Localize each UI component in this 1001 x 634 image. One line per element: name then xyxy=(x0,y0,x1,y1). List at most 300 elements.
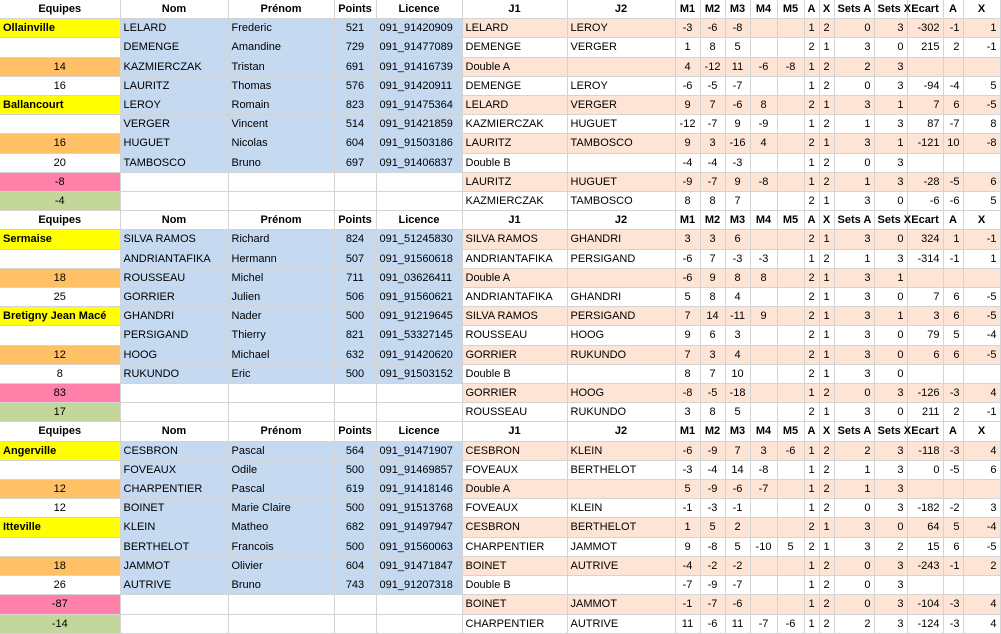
set-score-m2[interactable]: 8 xyxy=(700,38,725,57)
sets-x[interactable]: 0 xyxy=(874,518,907,537)
points-a[interactable]: 2 xyxy=(804,288,819,307)
player-prenom[interactable]: Pascal xyxy=(228,480,334,499)
player-prenom[interactable]: Michel xyxy=(228,268,334,287)
sets-x[interactable]: 0 xyxy=(874,403,907,422)
set-score-m3[interactable]: 9 xyxy=(725,115,750,134)
ecart-a[interactable]: 6 xyxy=(943,345,963,364)
team-cell[interactable]: 12 xyxy=(0,499,120,518)
team-cell[interactable]: 16 xyxy=(0,76,120,95)
points-x[interactable]: 2 xyxy=(819,460,834,479)
ecart-a[interactable]: 5 xyxy=(943,326,963,345)
ecart-x[interactable]: -1 xyxy=(963,230,1000,249)
set-score-m3[interactable]: 2 xyxy=(725,518,750,537)
team-cell[interactable] xyxy=(0,115,120,134)
team-cell[interactable]: 8 xyxy=(0,364,120,383)
ecart[interactable]: 64 xyxy=(907,518,943,537)
ecart-a[interactable]: 6 xyxy=(943,96,963,115)
player-points[interactable] xyxy=(334,172,376,191)
team-cell[interactable] xyxy=(0,460,120,479)
ecart-a[interactable] xyxy=(943,576,963,595)
set-score-m1[interactable]: -4 xyxy=(675,556,700,575)
set-score-m3[interactable]: -1 xyxy=(725,499,750,518)
ecart-x[interactable]: -5 xyxy=(963,537,1000,556)
set-score-m5[interactable] xyxy=(777,556,804,575)
player-licence[interactable]: 091_91560063 xyxy=(376,537,462,556)
player-prenom[interactable] xyxy=(228,595,334,614)
match-j1[interactable]: Double A xyxy=(462,57,567,76)
team-cell[interactable]: 16 xyxy=(0,134,120,153)
points-x[interactable]: 2 xyxy=(819,441,834,460)
match-j1[interactable]: DEMENGE xyxy=(462,38,567,57)
player-nom[interactable]: KLEIN xyxy=(120,518,228,537)
match-j1[interactable]: DEMENGE xyxy=(462,76,567,95)
team-cell[interactable]: 18 xyxy=(0,556,120,575)
player-nom[interactable]: BOINET xyxy=(120,499,228,518)
player-prenom[interactable]: Matheo xyxy=(228,518,334,537)
set-score-m4[interactable]: 9 xyxy=(750,307,777,326)
sets-a[interactable]: 1 xyxy=(834,460,874,479)
sets-x[interactable]: 0 xyxy=(874,364,907,383)
match-j2[interactable]: KLEIN xyxy=(567,441,675,460)
player-prenom[interactable] xyxy=(228,384,334,403)
match-j2[interactable]: VERGER xyxy=(567,96,675,115)
sets-a[interactable]: 3 xyxy=(834,537,874,556)
set-score-m1[interactable]: 5 xyxy=(675,288,700,307)
player-points[interactable]: 604 xyxy=(334,134,376,153)
set-score-m2[interactable]: -9 xyxy=(700,480,725,499)
sets-a[interactable]: 3 xyxy=(834,38,874,57)
ecart-a[interactable]: -5 xyxy=(943,172,963,191)
set-score-m4[interactable]: -8 xyxy=(750,460,777,479)
points-x[interactable]: 1 xyxy=(819,307,834,326)
ecart[interactable]: -124 xyxy=(907,614,943,633)
sets-a[interactable]: 0 xyxy=(834,19,874,38)
set-score-m1[interactable]: 8 xyxy=(675,364,700,383)
team-cell[interactable]: 20 xyxy=(0,153,120,172)
set-score-m1[interactable]: -6 xyxy=(675,249,700,268)
set-score-m5[interactable] xyxy=(777,192,804,211)
points-a[interactable]: 1 xyxy=(804,556,819,575)
sets-x[interactable]: 3 xyxy=(874,614,907,633)
player-prenom[interactable]: Romain xyxy=(228,96,334,115)
ecart-a[interactable]: -3 xyxy=(943,441,963,460)
set-score-m2[interactable]: -7 xyxy=(700,172,725,191)
ecart[interactable]: 87 xyxy=(907,115,943,134)
set-score-m1[interactable]: 7 xyxy=(675,345,700,364)
player-prenom[interactable] xyxy=(228,614,334,633)
player-points[interactable]: 506 xyxy=(334,288,376,307)
set-score-m3[interactable]: -3 xyxy=(725,153,750,172)
ecart[interactable]: -94 xyxy=(907,76,943,95)
player-points[interactable] xyxy=(334,192,376,211)
ecart-a[interactable]: 10 xyxy=(943,134,963,153)
match-j1[interactable]: LELARD xyxy=(462,19,567,38)
set-score-m3[interactable]: 5 xyxy=(725,537,750,556)
match-j2[interactable]: RUKUNDO xyxy=(567,403,675,422)
points-x[interactable]: 2 xyxy=(819,384,834,403)
sets-a[interactable]: 1 xyxy=(834,249,874,268)
ecart[interactable]: 15 xyxy=(907,537,943,556)
set-score-m2[interactable]: -6 xyxy=(700,614,725,633)
player-licence[interactable]: 091_91416739 xyxy=(376,57,462,76)
match-j2[interactable]: KLEIN xyxy=(567,499,675,518)
ecart[interactable]: -302 xyxy=(907,19,943,38)
ecart[interactable]: -6 xyxy=(907,192,943,211)
set-score-m5[interactable] xyxy=(777,172,804,191)
set-score-m1[interactable]: 9 xyxy=(675,537,700,556)
points-a[interactable]: 1 xyxy=(804,249,819,268)
set-score-m2[interactable]: -3 xyxy=(700,499,725,518)
match-j2[interactable]: HUGUET xyxy=(567,115,675,134)
player-licence[interactable]: 091_91469857 xyxy=(376,460,462,479)
match-j2[interactable]: HOOG xyxy=(567,384,675,403)
set-score-m4[interactable] xyxy=(750,76,777,95)
player-points[interactable]: 500 xyxy=(334,499,376,518)
set-score-m5[interactable] xyxy=(777,307,804,326)
team-cell[interactable]: 25 xyxy=(0,288,120,307)
match-j2[interactable]: BERTHELOT xyxy=(567,518,675,537)
player-points[interactable]: 632 xyxy=(334,345,376,364)
player-prenom[interactable]: Odile xyxy=(228,460,334,479)
team-cell[interactable]: 12 xyxy=(0,480,120,499)
match-j2[interactable] xyxy=(567,576,675,595)
set-score-m3[interactable]: -16 xyxy=(725,134,750,153)
points-a[interactable]: 1 xyxy=(804,480,819,499)
set-score-m5[interactable] xyxy=(777,19,804,38)
player-licence[interactable]: 091_91503152 xyxy=(376,364,462,383)
set-score-m4[interactable]: -7 xyxy=(750,614,777,633)
set-score-m1[interactable]: 5 xyxy=(675,480,700,499)
set-score-m4[interactable] xyxy=(750,288,777,307)
ecart-a[interactable]: -1 xyxy=(943,19,963,38)
player-prenom[interactable]: Francois xyxy=(228,537,334,556)
set-score-m2[interactable]: 9 xyxy=(700,268,725,287)
set-score-m4[interactable]: -10 xyxy=(750,537,777,556)
sets-a[interactable]: 0 xyxy=(834,384,874,403)
match-j1[interactable]: Double A xyxy=(462,480,567,499)
sets-a[interactable]: 3 xyxy=(834,403,874,422)
set-score-m3[interactable]: 11 xyxy=(725,614,750,633)
ecart-a[interactable]: -3 xyxy=(943,384,963,403)
points-a[interactable]: 2 xyxy=(804,364,819,383)
match-j2[interactable]: JAMMOT xyxy=(567,595,675,614)
set-score-m3[interactable]: -6 xyxy=(725,96,750,115)
sets-a[interactable]: 0 xyxy=(834,595,874,614)
player-licence[interactable] xyxy=(376,614,462,633)
set-score-m5[interactable] xyxy=(777,249,804,268)
ecart-x[interactable]: 1 xyxy=(963,19,1000,38)
set-score-m4[interactable]: 3 xyxy=(750,441,777,460)
set-score-m2[interactable]: -5 xyxy=(700,384,725,403)
set-score-m1[interactable]: -6 xyxy=(675,441,700,460)
sets-a[interactable]: 2 xyxy=(834,614,874,633)
player-licence[interactable]: 091_91471847 xyxy=(376,556,462,575)
points-x[interactable]: 1 xyxy=(819,230,834,249)
set-score-m3[interactable]: -11 xyxy=(725,307,750,326)
set-score-m3[interactable]: 8 xyxy=(725,268,750,287)
ecart[interactable]: 6 xyxy=(907,345,943,364)
points-a[interactable]: 1 xyxy=(804,576,819,595)
set-score-m1[interactable]: -8 xyxy=(675,384,700,403)
sets-x[interactable]: 3 xyxy=(874,76,907,95)
set-score-m1[interactable]: 3 xyxy=(675,403,700,422)
set-score-m1[interactable]: 3 xyxy=(675,230,700,249)
player-prenom[interactable]: Bruno xyxy=(228,153,334,172)
set-score-m4[interactable]: 4 xyxy=(750,134,777,153)
set-score-m4[interactable] xyxy=(750,192,777,211)
player-licence[interactable] xyxy=(376,403,462,422)
sets-x[interactable]: 3 xyxy=(874,441,907,460)
ecart-x[interactable] xyxy=(963,576,1000,595)
player-points[interactable]: 691 xyxy=(334,57,376,76)
sets-x[interactable]: 1 xyxy=(874,134,907,153)
match-j1[interactable]: Double B xyxy=(462,364,567,383)
sets-a[interactable]: 0 xyxy=(834,76,874,95)
set-score-m3[interactable]: -6 xyxy=(725,595,750,614)
player-licence[interactable]: 091_91503186 xyxy=(376,134,462,153)
points-a[interactable]: 2 xyxy=(804,268,819,287)
ecart[interactable]: -121 xyxy=(907,134,943,153)
set-score-m5[interactable] xyxy=(777,96,804,115)
ecart-a[interactable]: -1 xyxy=(943,249,963,268)
match-j1[interactable]: ANDRIANTAFIKA xyxy=(462,288,567,307)
player-nom[interactable]: HUGUET xyxy=(120,134,228,153)
set-score-m4[interactable] xyxy=(750,518,777,537)
player-nom[interactable]: LAURITZ xyxy=(120,76,228,95)
set-score-m4[interactable] xyxy=(750,595,777,614)
player-points[interactable]: 824 xyxy=(334,230,376,249)
sets-a[interactable]: 0 xyxy=(834,153,874,172)
player-prenom[interactable]: Olivier xyxy=(228,556,334,575)
sets-x[interactable]: 3 xyxy=(874,460,907,479)
set-score-m2[interactable]: 7 xyxy=(700,249,725,268)
team-cell[interactable]: 26 xyxy=(0,576,120,595)
set-score-m5[interactable] xyxy=(777,153,804,172)
team-cell[interactable] xyxy=(0,326,120,345)
player-points[interactable]: 604 xyxy=(334,556,376,575)
set-score-m5[interactable]: -6 xyxy=(777,441,804,460)
points-a[interactable]: 1 xyxy=(804,115,819,134)
player-prenom[interactable] xyxy=(228,192,334,211)
player-licence[interactable]: 091_91207318 xyxy=(376,576,462,595)
sets-x[interactable]: 3 xyxy=(874,576,907,595)
points-x[interactable]: 2 xyxy=(819,249,834,268)
player-points[interactable]: 507 xyxy=(334,249,376,268)
player-points[interactable]: 711 xyxy=(334,268,376,287)
player-nom[interactable]: CESBRON xyxy=(120,441,228,460)
player-licence[interactable]: 091_51245830 xyxy=(376,230,462,249)
sets-x[interactable]: 0 xyxy=(874,326,907,345)
set-score-m2[interactable]: 7 xyxy=(700,96,725,115)
match-j1[interactable]: FOVEAUX xyxy=(462,460,567,479)
team-cell[interactable]: 83 xyxy=(0,384,120,403)
ecart-a[interactable]: 6 xyxy=(943,307,963,326)
sets-a[interactable]: 3 xyxy=(834,518,874,537)
set-score-m1[interactable]: 8 xyxy=(675,192,700,211)
match-j1[interactable]: ROUSSEAU xyxy=(462,403,567,422)
set-score-m2[interactable]: 8 xyxy=(700,403,725,422)
points-a[interactable]: 2 xyxy=(804,230,819,249)
sets-x[interactable]: 1 xyxy=(874,268,907,287)
ecart[interactable]: 7 xyxy=(907,96,943,115)
points-a[interactable]: 1 xyxy=(804,614,819,633)
team-cell[interactable]: Itteville xyxy=(0,518,120,537)
player-licence[interactable]: 091_91420909 xyxy=(376,19,462,38)
player-licence[interactable]: 091_91420620 xyxy=(376,345,462,364)
points-a[interactable]: 2 xyxy=(804,96,819,115)
match-j1[interactable]: Double B xyxy=(462,153,567,172)
points-a[interactable]: 2 xyxy=(804,518,819,537)
player-licence[interactable]: 091_91497947 xyxy=(376,518,462,537)
ecart[interactable]: -126 xyxy=(907,384,943,403)
player-nom[interactable] xyxy=(120,384,228,403)
player-prenom[interactable]: Richard xyxy=(228,230,334,249)
ecart-x[interactable]: -4 xyxy=(963,326,1000,345)
match-j2[interactable]: LEROY xyxy=(567,76,675,95)
sets-x[interactable]: 0 xyxy=(874,288,907,307)
set-score-m4[interactable] xyxy=(750,153,777,172)
set-score-m2[interactable]: 14 xyxy=(700,307,725,326)
sets-x[interactable]: 1 xyxy=(874,96,907,115)
points-x[interactable]: 2 xyxy=(819,614,834,633)
sets-x[interactable]: 0 xyxy=(874,345,907,364)
player-points[interactable]: 564 xyxy=(334,441,376,460)
player-nom[interactable]: ANDRIANTAFIKA xyxy=(120,249,228,268)
set-score-m5[interactable]: -6 xyxy=(777,614,804,633)
set-score-m3[interactable]: 10 xyxy=(725,364,750,383)
sets-x[interactable]: 3 xyxy=(874,19,907,38)
player-prenom[interactable]: Thomas xyxy=(228,76,334,95)
set-score-m4[interactable] xyxy=(750,326,777,345)
set-score-m2[interactable]: -8 xyxy=(700,537,725,556)
match-j2[interactable]: GHANDRI xyxy=(567,230,675,249)
player-points[interactable]: 697 xyxy=(334,153,376,172)
sets-a[interactable]: 0 xyxy=(834,499,874,518)
ecart-a[interactable] xyxy=(943,364,963,383)
set-score-m5[interactable] xyxy=(777,115,804,134)
ecart-x[interactable] xyxy=(963,268,1000,287)
set-score-m5[interactable] xyxy=(777,518,804,537)
player-points[interactable] xyxy=(334,595,376,614)
points-x[interactable]: 2 xyxy=(819,57,834,76)
match-j2[interactable]: HUGUET xyxy=(567,172,675,191)
set-score-m1[interactable]: 9 xyxy=(675,134,700,153)
ecart-a[interactable] xyxy=(943,153,963,172)
player-prenom[interactable]: Amandine xyxy=(228,38,334,57)
set-score-m1[interactable]: -7 xyxy=(675,576,700,595)
match-j1[interactable]: FOVEAUX xyxy=(462,499,567,518)
player-prenom[interactable]: Bruno xyxy=(228,576,334,595)
team-cell[interactable]: Bretigny Jean Macé xyxy=(0,307,120,326)
points-a[interactable]: 2 xyxy=(804,403,819,422)
player-nom[interactable] xyxy=(120,614,228,633)
player-licence[interactable]: 091_91418146 xyxy=(376,480,462,499)
match-j1[interactable]: KAZMIERCZAK xyxy=(462,192,567,211)
player-nom[interactable]: ROUSSEAU xyxy=(120,268,228,287)
sets-x[interactable]: 1 xyxy=(874,307,907,326)
ecart-x[interactable]: 6 xyxy=(963,460,1000,479)
team-cell[interactable]: 17 xyxy=(0,403,120,422)
ecart-x[interactable]: -5 xyxy=(963,307,1000,326)
points-a[interactable]: 1 xyxy=(804,499,819,518)
set-score-m4[interactable]: -9 xyxy=(750,115,777,134)
points-x[interactable]: 1 xyxy=(819,403,834,422)
player-points[interactable]: 500 xyxy=(334,537,376,556)
player-nom[interactable]: KAZMIERCZAK xyxy=(120,57,228,76)
player-nom[interactable] xyxy=(120,403,228,422)
set-score-m1[interactable]: -4 xyxy=(675,153,700,172)
set-score-m3[interactable]: 14 xyxy=(725,460,750,479)
set-score-m1[interactable]: -6 xyxy=(675,76,700,95)
player-licence[interactable]: 091_91471907 xyxy=(376,441,462,460)
match-j2[interactable]: TAMBOSCO xyxy=(567,192,675,211)
ecart-a[interactable]: -5 xyxy=(943,460,963,479)
match-j2[interactable]: BERTHELOT xyxy=(567,460,675,479)
match-j2[interactable]: RUKUNDO xyxy=(567,345,675,364)
match-j2[interactable] xyxy=(567,268,675,287)
player-nom[interactable]: VERGER xyxy=(120,115,228,134)
set-score-m3[interactable]: 5 xyxy=(725,38,750,57)
ecart-a[interactable]: 2 xyxy=(943,38,963,57)
player-points[interactable] xyxy=(334,384,376,403)
sets-a[interactable]: 1 xyxy=(834,480,874,499)
ecart[interactable]: -243 xyxy=(907,556,943,575)
ecart[interactable] xyxy=(907,153,943,172)
set-score-m3[interactable]: 4 xyxy=(725,288,750,307)
player-points[interactable]: 514 xyxy=(334,115,376,134)
player-prenom[interactable] xyxy=(228,403,334,422)
set-score-m2[interactable]: 8 xyxy=(700,192,725,211)
player-prenom[interactable]: Hermann xyxy=(228,249,334,268)
points-x[interactable]: 2 xyxy=(819,153,834,172)
match-j2[interactable]: JAMMOT xyxy=(567,537,675,556)
set-score-m4[interactable]: 8 xyxy=(750,268,777,287)
player-licence[interactable]: 091_91421859 xyxy=(376,115,462,134)
sets-x[interactable]: 3 xyxy=(874,249,907,268)
set-score-m5[interactable] xyxy=(777,268,804,287)
set-score-m3[interactable]: -7 xyxy=(725,576,750,595)
set-score-m1[interactable]: 7 xyxy=(675,307,700,326)
set-score-m4[interactable] xyxy=(750,576,777,595)
ecart[interactable]: 211 xyxy=(907,403,943,422)
match-j1[interactable]: BOINET xyxy=(462,595,567,614)
sets-x[interactable]: 3 xyxy=(874,153,907,172)
ecart-x[interactable]: -1 xyxy=(963,403,1000,422)
set-score-m4[interactable]: 8 xyxy=(750,96,777,115)
player-licence[interactable]: 091_91560618 xyxy=(376,249,462,268)
player-nom[interactable]: GORRIER xyxy=(120,288,228,307)
set-score-m1[interactable]: 11 xyxy=(675,614,700,633)
ecart[interactable] xyxy=(907,364,943,383)
player-licence[interactable]: 091_91475364 xyxy=(376,96,462,115)
player-nom[interactable]: DEMENGE xyxy=(120,38,228,57)
set-score-m2[interactable]: 7 xyxy=(700,364,725,383)
ecart[interactable]: -28 xyxy=(907,172,943,191)
set-score-m5[interactable] xyxy=(777,576,804,595)
team-cell[interactable]: Ballancourt xyxy=(0,96,120,115)
ecart-x[interactable]: 3 xyxy=(963,499,1000,518)
points-a[interactable]: 1 xyxy=(804,153,819,172)
set-score-m5[interactable] xyxy=(777,595,804,614)
points-x[interactable]: 2 xyxy=(819,115,834,134)
set-score-m3[interactable]: 6 xyxy=(725,230,750,249)
set-score-m4[interactable] xyxy=(750,19,777,38)
points-a[interactable]: 2 xyxy=(804,192,819,211)
set-score-m3[interactable]: 9 xyxy=(725,172,750,191)
ecart[interactable]: 215 xyxy=(907,38,943,57)
match-j1[interactable]: SILVA RAMOS xyxy=(462,307,567,326)
ecart-a[interactable] xyxy=(943,268,963,287)
